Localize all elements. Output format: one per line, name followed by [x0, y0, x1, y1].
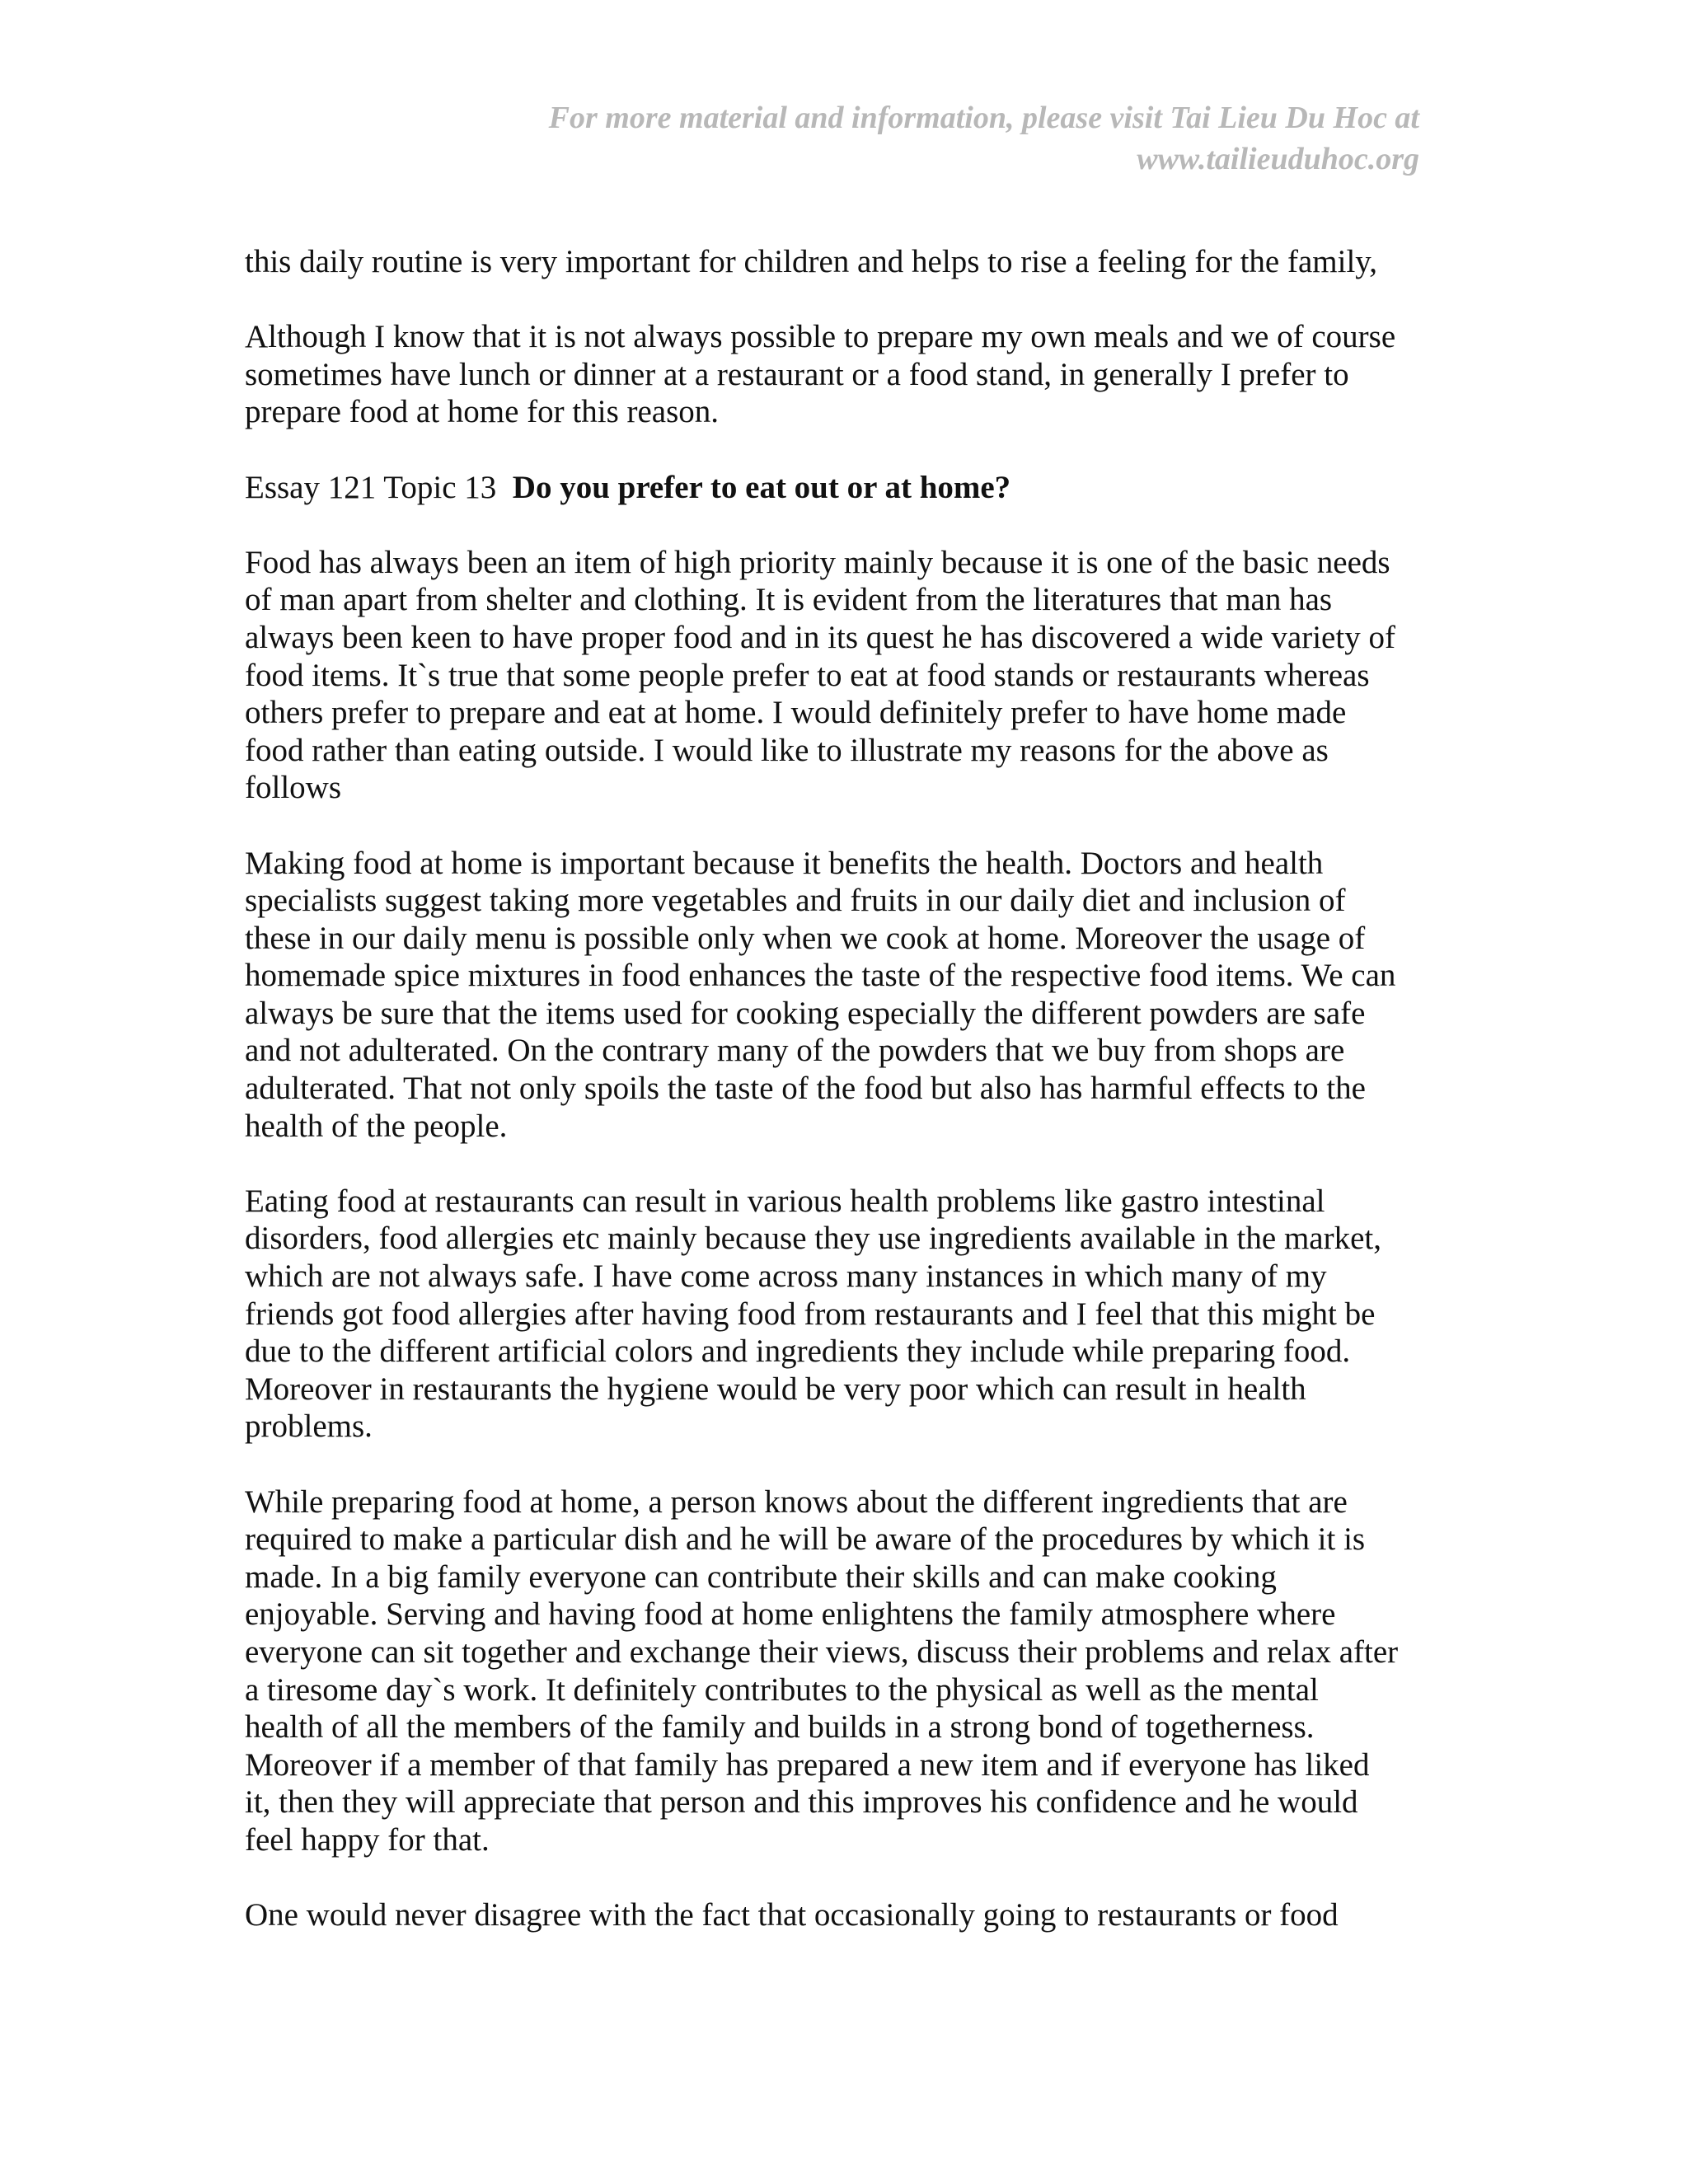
paragraph: this daily routine is very important for children and helps to rise a feeling for the family,	[245, 244, 1378, 279]
header-line-1: For more material and information, please visit Tai Lieu Du Hoc at	[548, 101, 1419, 135]
page-header	[430, 97, 1419, 180]
paragraph: Eating food at restaurants can result in various health problems like gastro intestinal disorders, food allergies etc mainly because they use ingredients available in the market, which are not always safe. I have come across many instances in which many of my friends got food allergies after having food from restaurants and I feel that this might be due to the different artificial colors and ingredients they include while preparing food. Moreover in restaurants the hygiene would be very poor which can result in health problems.	[245, 1183, 1381, 1445]
paragraph: One would never disagree with the fact that occasionally going to restaurants or food	[245, 1897, 1339, 1933]
paragraph: Although I know that it is not always possible to prepare my own meals and we of course sometimes have lunch or dinner at a restaurant or a food stand, in generally I prefer to prepare food at home for this reason.	[245, 319, 1396, 430]
document-body	[245, 243, 1432, 1971]
header-line-2: www.tailieuduhoc.org	[1137, 142, 1419, 176]
paragraph: Making food at home is important because it benefits the health. Doctors and health specialists suggest taking more vegetables and fruits in our daily diet and inclusion of these in our daily menu is possible only when we cook at home. Moreover the usage of homemade spice mixtures in food enhances the taste of the respective food items. We can always be sure that the items used for cooking especially the different powders are safe and not adulterated. On the contrary many of the powders that we buy from shops are adulterated. That not only spoils the taste of the food but also has harmful effects to the health of the people.	[245, 845, 1396, 1144]
paragraph: Food has always been an item of high priority mainly because it is one of the basic needs of man apart from shelter and clothing. It is evident from the literatures that man has always been keen to have proper food and in its quest he has discovered a wide variety of food items. It`s true that some people prefer to eat at food stands or restaurants whereas others prefer to prepare and eat at home. I would definitely prefer to have home made food rather than eating outside. I would like to illustrate my reasons for the above as follows	[245, 544, 1395, 806]
essay-label: Essay 121 Topic 13	[245, 469, 497, 505]
paragraph: While preparing food at home, a person knows about the different ingredients that are required to make a particular dish and he will be aware of the procedures by which it is made. In a big family everyone can contribute their skills and can make cooking enjoyable. Serving and having food at home enlightens the family atmosphere where everyone can sit together and exchange their views, discuss their problems and relax after a tiresome day`s work. It definitely contributes to the physical as well as the mental health of all the members of the family and builds in a strong bond of togetherness. Moreover if a member of that family has prepared a new item and if everyone has liked it, then they will appreciate that person and this improves his confidence and he would feel happy for that.	[245, 1483, 1399, 1858]
essay-title: Do you prefer to eat out or at home?	[512, 469, 1011, 505]
essay-heading	[245, 469, 1432, 507]
